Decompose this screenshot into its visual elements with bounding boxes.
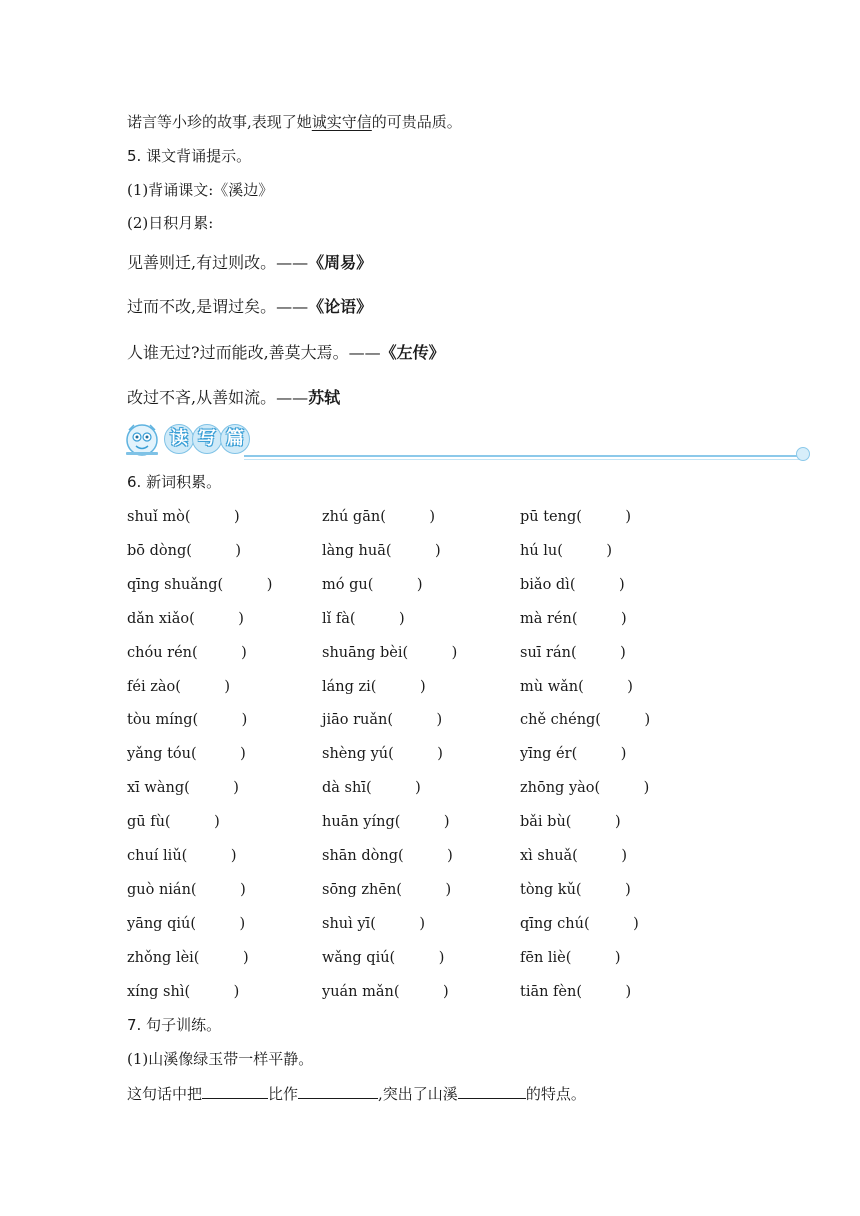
pinyin-item[interactable]: jiāo ruǎn( ) <box>322 712 443 729</box>
banner-char-1: 读 <box>164 424 194 454</box>
saying-text: 改过不吝,从善如流。—— <box>127 388 309 407</box>
saying-3 <box>127 343 445 363</box>
pinyin-item[interactable]: pū teng( ) <box>520 509 632 525</box>
pinyin-item[interactable]: qīng shuǎng( ) <box>127 576 273 593</box>
fill-in-sentence <box>127 1082 586 1104</box>
saying-4 <box>127 388 340 408</box>
answer-blank-3[interactable] <box>458 1082 526 1099</box>
pinyin-item[interactable]: mà rén( ) <box>520 610 627 627</box>
pinyin-item[interactable]: huān yíng( ) <box>322 814 450 831</box>
pinyin-item[interactable]: sōng zhēn( ) <box>322 881 452 898</box>
answer-blank-2[interactable] <box>298 1082 378 1099</box>
pinyin-item[interactable]: zhǒng lèi( ) <box>127 949 249 966</box>
saying-text: 人谁无过?过而能改,善莫大焉。—— <box>127 343 381 362</box>
saying-source: 《左传》 <box>380 343 445 362</box>
pinyin-item[interactable]: tòu míng( ) <box>127 712 248 729</box>
underlined-phrase: 诚实守信 <box>311 113 372 131</box>
pinyin-item[interactable]: mó gu( ) <box>322 576 423 593</box>
pinyin-item[interactable]: bō dòng( ) <box>127 542 242 559</box>
pinyin-item[interactable]: xī wàng( ) <box>127 780 239 797</box>
intro-sentence <box>127 112 462 132</box>
pinyin-item[interactable]: shān dòng( ) <box>322 848 453 864</box>
section-7-item-1: (1)山溪像绿玉带一样平静。 <box>127 1050 314 1068</box>
pinyin-item[interactable]: mù wǎn( ) <box>520 678 633 695</box>
saying-2 <box>127 297 372 317</box>
section-5-title: 5. 课文背诵提示。 <box>127 147 252 165</box>
fill-text: 的特点。 <box>525 1085 586 1103</box>
saying-source: 《周易》 <box>308 253 373 272</box>
cartoon-mascot-icon <box>124 422 160 458</box>
pinyin-item[interactable]: biǎo dì( ) <box>520 576 625 593</box>
pinyin-item[interactable]: yǎng tóu( ) <box>127 746 246 763</box>
pinyin-item[interactable]: làng huā( ) <box>322 542 441 559</box>
intro-text: 诺言等小珍的故事,表现了她 <box>127 113 312 131</box>
banner-char-2: 写 <box>192 424 222 454</box>
fill-text: ,突出了山溪 <box>378 1085 458 1103</box>
section-5-item-2: (2)日积月累: <box>127 214 214 232</box>
pinyin-item[interactable]: xì shuǎ( ) <box>520 848 628 864</box>
pinyin-item[interactable]: xíng shì( ) <box>127 983 240 1000</box>
banner-divider <box>244 455 802 457</box>
banner-divider-shadow <box>244 459 802 460</box>
pinyin-item[interactable]: zhú gān( ) <box>322 509 436 525</box>
pinyin-item[interactable]: dà shī( ) <box>322 780 421 797</box>
pinyin-item[interactable]: yuán mǎn( ) <box>322 983 449 1000</box>
section-5-item-1: (1)背诵课文:《溪边》 <box>127 181 274 199</box>
pinyin-item[interactable]: gū fù( ) <box>127 814 220 831</box>
pinyin-item[interactable]: dǎn xiǎo( ) <box>127 610 244 627</box>
pinyin-item[interactable]: shuǐ mò( ) <box>127 509 240 525</box>
pinyin-item[interactable]: shuì yī( ) <box>322 915 426 932</box>
fill-text: 这句话中把 <box>127 1085 203 1103</box>
saying-text: 见善则迁,有过则改。—— <box>127 253 309 272</box>
pinyin-item[interactable]: wǎng qiú( ) <box>322 949 445 966</box>
intro-text-end: 的可贵品质。 <box>371 113 462 131</box>
banner-end-dot <box>796 447 810 461</box>
pinyin-item[interactable]: bǎi bù( ) <box>520 814 621 831</box>
section-6-title: 6. 新词积累。 <box>127 473 222 491</box>
pinyin-item[interactable]: shuāng bèi( ) <box>322 644 458 661</box>
pinyin-item[interactable]: tiān fèn( ) <box>520 983 632 1000</box>
banner-char-3: 篇 <box>220 424 250 454</box>
read-write-banner <box>124 420 814 464</box>
pinyin-item[interactable]: qīng chú( ) <box>520 915 639 932</box>
pinyin-item[interactable]: láng zi( ) <box>322 678 426 695</box>
pinyin-item[interactable]: yīng ér( ) <box>520 746 627 763</box>
saying-1 <box>127 253 372 273</box>
pinyin-item[interactable]: chóu rén( ) <box>127 644 247 661</box>
fill-text: 比作 <box>268 1085 299 1103</box>
pinyin-item[interactable]: lǐ fà( ) <box>322 610 405 627</box>
pinyin-item[interactable]: hú lu( ) <box>520 542 613 559</box>
answer-blank-1[interactable] <box>202 1082 268 1099</box>
saying-source: 《论语》 <box>308 297 373 316</box>
pinyin-item[interactable]: shèng yú( ) <box>322 746 443 763</box>
pinyin-item[interactable]: féi zào( ) <box>127 678 231 695</box>
pinyin-item[interactable]: yāng qiú( ) <box>127 915 246 932</box>
saying-source: 苏轼 <box>308 388 341 407</box>
pinyin-item[interactable]: chě chéng( ) <box>520 712 651 729</box>
saying-text: 过而不改,是谓过矣。—— <box>127 297 309 316</box>
pinyin-item[interactable]: zhōng yào( ) <box>520 780 650 797</box>
pinyin-item[interactable]: chuí liǔ( ) <box>127 848 237 864</box>
section-7-title: 7. 句子训练。 <box>127 1016 222 1034</box>
pinyin-item[interactable]: guò nián( ) <box>127 881 246 898</box>
pinyin-item[interactable]: suī rán( ) <box>520 644 626 661</box>
pinyin-item[interactable]: tòng kǔ( ) <box>520 881 631 898</box>
pinyin-item[interactable]: fēn liè( ) <box>520 949 621 966</box>
